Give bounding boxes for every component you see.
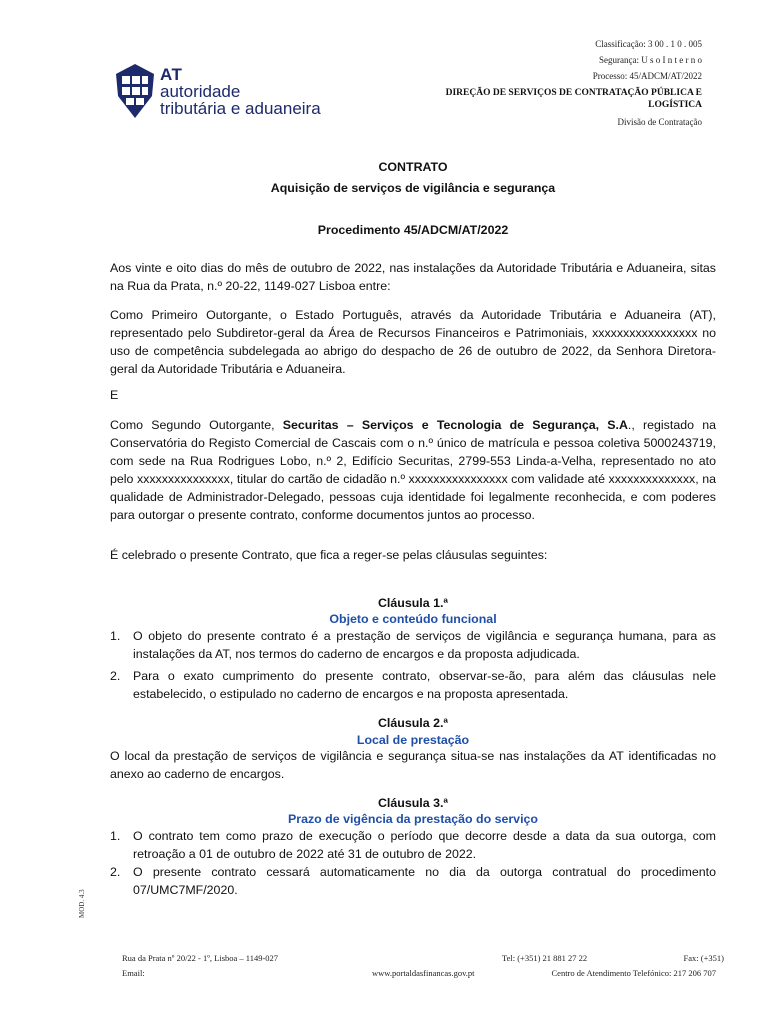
logo-wordmark bbox=[160, 66, 321, 117]
department bbox=[402, 87, 702, 111]
clause-1-item-1 bbox=[110, 627, 716, 663]
second-party-paragraph bbox=[110, 416, 716, 524]
document-metadata bbox=[593, 36, 702, 84]
item-number: 2. bbox=[110, 669, 121, 683]
footer-address: Rua da Prata nº 20/22 - 1º, Lisboa – 1149-027 bbox=[122, 953, 279, 963]
footer-fax: Fax: (+351) bbox=[683, 953, 724, 963]
clause-1-subtitle: Objeto e conteúdo funcional bbox=[329, 612, 497, 626]
clause-1-heading: Cláusula 1.ª bbox=[377, 596, 448, 610]
contract-subject: Aquisição de serviços de vigilância e segurança bbox=[270, 181, 556, 195]
logo-line1: autoridade bbox=[160, 82, 241, 101]
process-number: Processo: 45/ADCM/AT/2022 bbox=[592, 71, 702, 81]
item-text: O objeto do presente contrato é a prestação de serviços de vigilância e segurança humana, para as instalações da AT, nos termos do caderno de encargos e da proposta adjudicada. bbox=[133, 629, 716, 661]
clause-3-heading: Cláusula 3.ª bbox=[377, 796, 448, 810]
item-number: 2. bbox=[110, 865, 121, 879]
item-text: O presente contrato cessará automaticamente no dia da outorga contratual do procedimento 07/UMC7MF/2020. bbox=[133, 865, 716, 897]
second-party-prefix: Como Segundo Outorgante, bbox=[110, 418, 283, 432]
model-label: MOD. 4.3 bbox=[78, 889, 86, 918]
clause-3-item-2 bbox=[110, 863, 716, 899]
first-party-paragraph: Como Primeiro Outorgante, o Estado Português, através da Autoridade Tributária e Aduaneira (AT), representado pelo Subdiretor-geral da Área de Recursos Financeiros e Patrimoniais, xxxxxxxxxxxxxxxxx no uso de competência subdelegada ao abrigo do despacho de 26 de outubro de 2022, da Senhora Diretora-geral da Autoridade Tributária e Aduaneira. bbox=[110, 308, 716, 376]
division: Divisão de Contratação bbox=[617, 117, 702, 127]
second-party-name: Securitas – Serviços e Tecnologia de Segurança, S.A bbox=[282, 418, 628, 432]
footer-tel: Tel: (+351) 21 881 27 22 bbox=[502, 953, 588, 963]
item-text: O contrato tem como prazo de execução o período que decorre desde a data da sua outorga, com retroação a 01 de outubro de 2022 até 31 de outubro de 2022. bbox=[133, 829, 716, 861]
at-emblem-icon bbox=[112, 62, 158, 120]
clause-1-item-2 bbox=[110, 667, 716, 703]
clause-2-text: O local da prestação de serviços de vigilância e segurança situa-se nas instalações da AT identificadas no anexo ao caderno de encargos. bbox=[110, 749, 716, 781]
clause-2-heading: Cláusula 2.ª bbox=[377, 716, 448, 730]
logo-at: AT bbox=[160, 65, 183, 84]
item-number: 1. bbox=[110, 829, 121, 843]
footer-website[interactable]: www.portaldasfinancas.gov.pt bbox=[372, 968, 475, 978]
footer-call-center: Centro de Atendimento Telefónico: 217 206 707 bbox=[551, 968, 716, 978]
and-paragraph: E bbox=[110, 388, 119, 402]
classification: Classificação: 3 00 . 1 0 . 005 bbox=[595, 39, 702, 49]
second-party-rest: ., registado na Conservatória do Registo Comercial de Cascais com o n.º único de matrícula e pessoa coletiva 5000243719, com sede na Rua Rodrigues Lobo, n.º 2, Edifício Securitas, 2799-553 Linda-a-Velha, representado no ato pelo xxxxxxxxxxxxxxx, titular do cartão de cidadão n.º xxxxxxxxxxxxxxxx com validade até xxxxxxxxxxxxxx, na qualidade de Administrador-Delegado, pessoas cuja identidade foi legalmente reconhecida, e com poderes para outorgar o presente contrato, conforme documentos juntos ao processo. bbox=[110, 418, 716, 522]
item-number: 1. bbox=[110, 629, 121, 643]
contract-title: CONTRATO bbox=[378, 160, 448, 174]
footer-email: Email: bbox=[122, 968, 145, 978]
at-logo bbox=[112, 62, 342, 122]
department-line1: DIREÇÃO DE SERVIÇOS DE CONTRATAÇÃO PÚBLICA E bbox=[445, 88, 702, 98]
clause-3-item-1 bbox=[110, 827, 716, 863]
celebrated-paragraph: É celebrado o presente Contrato, que fica a reger-se pelas cláusulas seguintes: bbox=[110, 548, 548, 562]
security-level: Segurança: U s o I n t e r n o bbox=[599, 55, 702, 65]
procedure-number: Procedimento 45/ADCM/AT/2022 bbox=[317, 223, 509, 237]
item-text: Para o exato cumprimento do presente contrato, observar-se-ão, para além das cláusulas nele estabelecido, o estipulado no caderno de encargos e na proposta apresentada. bbox=[133, 669, 716, 701]
clause-2-subtitle: Local de prestação bbox=[356, 733, 470, 747]
logo-line2: tributária e aduaneira bbox=[160, 99, 321, 118]
department-line2: LOGÍSTICA bbox=[648, 100, 702, 110]
clause-3-subtitle: Prazo de vigência da prestação do serviço bbox=[288, 812, 538, 826]
intro-paragraph: Aos vinte e oito dias do mês de outubro de 2022, nas instalações da Autoridade Tributária e Aduaneira, sitas na Rua da Prata, n.º 20-22, 1149-027 Lisboa entre: bbox=[110, 261, 716, 293]
